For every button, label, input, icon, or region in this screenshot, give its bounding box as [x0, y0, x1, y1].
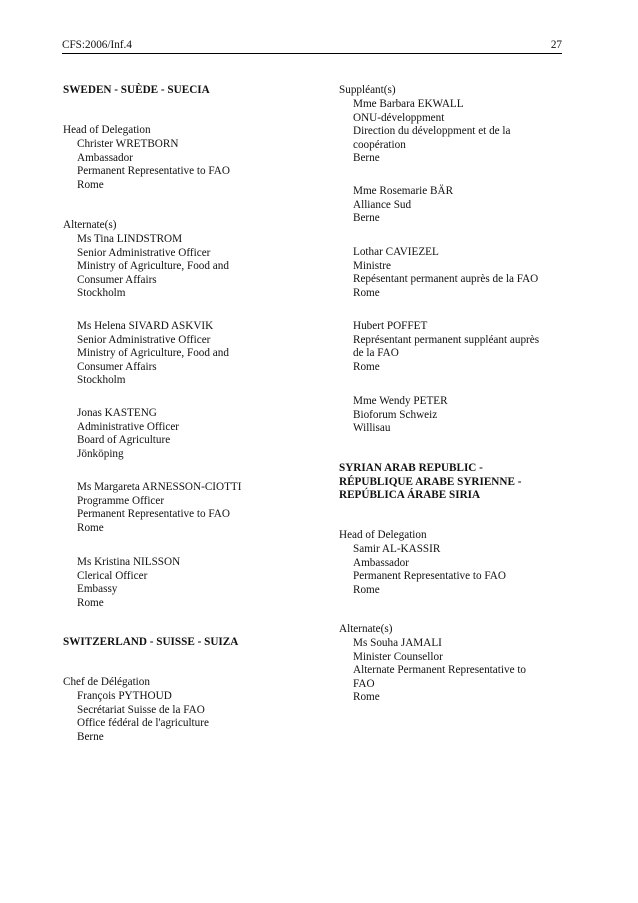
delegate-city: Rome [77, 596, 104, 609]
delegate-title: Senior Administrative Officer [77, 333, 211, 346]
country-heading-switzerland: SWITZERLAND - SUISSE - SUIZA [63, 636, 239, 648]
delegate-city: Rome [353, 286, 380, 299]
delegate-entry [63, 556, 327, 610]
delegate-name: Ms Tina LINDSTROM [77, 233, 183, 245]
delegate-city: Berne [353, 212, 380, 225]
delegate-name: Ms Souha JAMALI [353, 637, 442, 649]
delegate-entry [63, 690, 327, 744]
delegate-title: Senior Administrative Officer [77, 246, 211, 259]
delegate-org: Board of Agriculture [77, 434, 171, 447]
delegate-org: Office fédéral de l'agriculture [77, 717, 209, 730]
delegate-title: FAO [353, 677, 375, 690]
delegate-name: Lothar CAVIEZEL [353, 246, 439, 258]
delegate-city: Stockholm [77, 287, 126, 300]
delegate-title: Minister Counsellor [353, 650, 443, 663]
country-heading-line: REPÚBLICA ÁRABE SIRIA [339, 489, 481, 502]
delegate-org: ONU-développment [353, 111, 445, 124]
country-heading-syria [339, 462, 564, 503]
delegate-org: Ministry of Agriculture, Food and [77, 347, 229, 360]
delegate-title: Repésentant permanent auprès de la FAO [353, 273, 539, 286]
country-heading-line: SYRIAN ARAB REPUBLIC - [339, 462, 483, 474]
delegate-entry [339, 320, 578, 374]
delegate-entry [63, 233, 327, 301]
delegate-city: Stockholm [77, 374, 126, 387]
page-number: 27 [550, 39, 562, 51]
delegate-entry [339, 637, 578, 705]
delegate-name: Mme Wendy PETER [353, 395, 448, 407]
delegate-name: Ms Kristina NILSSON [77, 556, 181, 568]
delegate-entry [63, 481, 327, 535]
role-alternates: Alternate(s) [339, 623, 393, 635]
country-heading-line: RÉPUBLIQUE ARABE SYRIENNE - [339, 475, 522, 488]
delegate-city: Rome [353, 583, 380, 596]
delegate-entry [339, 395, 578, 436]
delegate-name: Samir AL-KASSIR [353, 543, 441, 555]
delegate-entry [339, 185, 578, 226]
delegate-org: Consumer Affairs [77, 360, 157, 373]
delegate-title: Alternate Permanent Representative to [353, 664, 527, 677]
delegate-name: Mme Rosemarie BÄR [353, 185, 454, 197]
delegate-org: Ministry of Agriculture, Food and [77, 260, 229, 273]
delegate-title: Permanent Representative to FAO [77, 165, 230, 178]
role-head-of-delegation: Chef de Délégation [63, 676, 150, 688]
delegate-org: Secrétariat Suisse de la FAO [77, 703, 205, 716]
delegate-org: coopération [353, 138, 406, 151]
delegate-org: Embassy [77, 583, 118, 596]
delegate-entry [63, 138, 327, 192]
delegate-entry [339, 246, 578, 300]
delegate-title: de la FAO [353, 347, 399, 360]
delegate-org: Bioforum Schweiz [353, 408, 438, 421]
delegate-org: Consumer Affairs [77, 273, 157, 286]
delegate-org: Alliance Sud [353, 198, 412, 211]
delegate-city: Rome [353, 360, 380, 373]
delegate-name: Jonas KASTENG [77, 407, 157, 419]
delegate-title: Ambassador [353, 556, 409, 569]
delegate-city: Berne [77, 730, 104, 743]
delegate-name: Ms Margareta ARNESSON-CIOTTI [77, 481, 242, 493]
delegate-title: Clerical Officer [77, 569, 148, 582]
role-head-of-delegation: Head of Delegation [339, 529, 427, 541]
document-reference: CFS:2006/Inf.4 [62, 39, 132, 51]
page-header [62, 39, 562, 54]
delegate-city: Rome [353, 691, 380, 704]
delegate-name: Ms Helena SIVARD ASKVIK [77, 320, 214, 332]
delegate-city: Berne [353, 152, 380, 165]
delegate-name: François PYTHOUD [77, 690, 172, 702]
delegate-entry [63, 407, 327, 461]
delegate-entry [339, 543, 578, 597]
delegate-city: Jönköping [77, 447, 124, 460]
delegate-title: Ministre [353, 259, 391, 272]
delegate-entry [63, 320, 327, 388]
delegate-name: Christer WRETBORN [77, 138, 179, 150]
delegate-org: Direction du développment et de la [353, 125, 511, 138]
delegate-title: Programme Officer [77, 494, 165, 507]
delegate-name: Hubert POFFET [353, 320, 428, 332]
delegate-title: Ambassador [77, 151, 133, 164]
delegate-city: Rome [77, 178, 104, 191]
delegate-title: Permanent Representative to FAO [353, 570, 506, 583]
delegate-org: Permanent Representative to FAO [77, 508, 230, 521]
delegate-entry [339, 98, 578, 166]
role-alternates: Suppléant(s) [339, 84, 396, 96]
role-head-of-delegation: Head of Delegation [63, 124, 151, 136]
role-alternates: Alternate(s) [63, 219, 117, 231]
country-heading-sweden: SWEDEN - SUÈDE - SUECIA [63, 84, 210, 96]
delegate-name: Mme Barbara EKWALL [353, 98, 464, 110]
delegate-title: Représentant permanent suppléant auprès [353, 333, 540, 346]
delegate-city: Rome [77, 521, 104, 534]
delegate-title: Administrative Officer [77, 420, 180, 433]
delegate-city: Willisau [353, 422, 391, 435]
